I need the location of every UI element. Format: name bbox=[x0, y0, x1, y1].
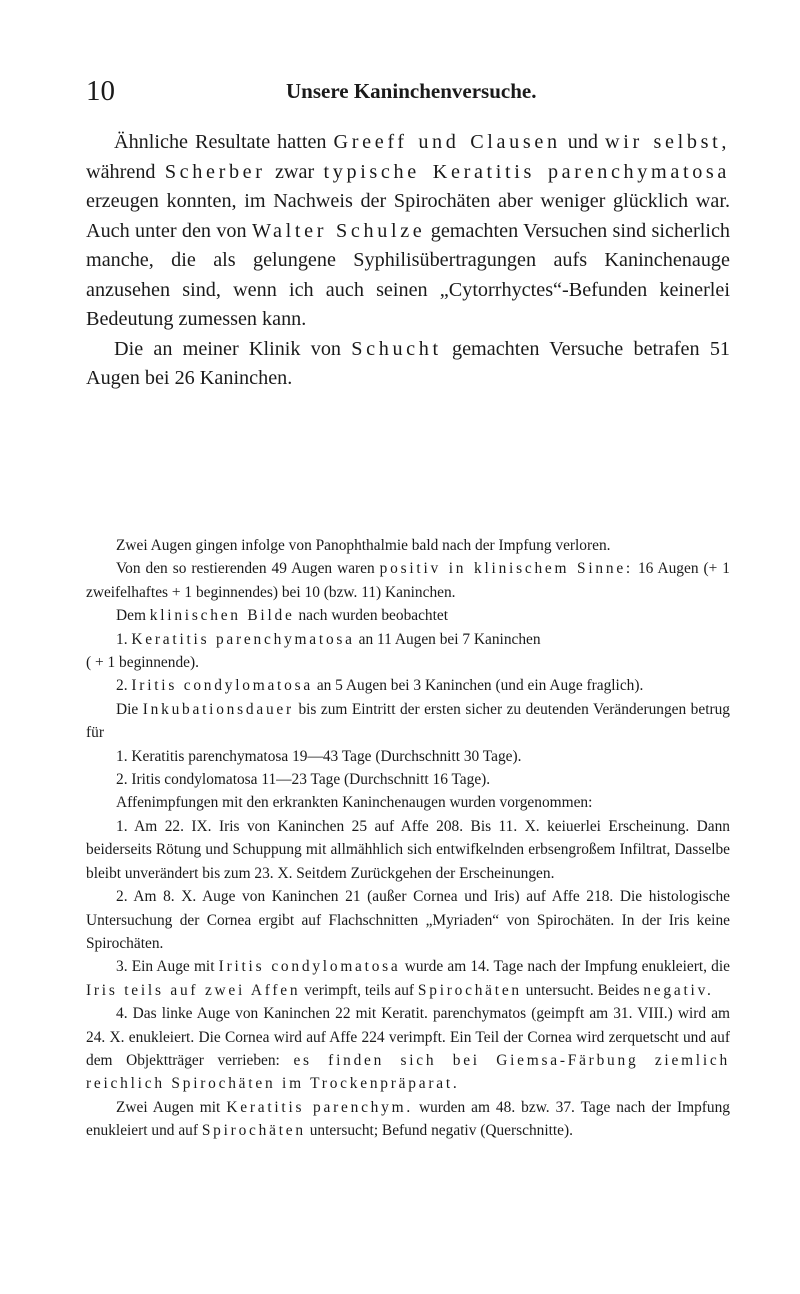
running-title: Unsere Kaninchenversuche. bbox=[286, 79, 537, 103]
paragraph-klinisches-bild: Dem klinischen Bilde nach wurden beobachtet bbox=[116, 607, 449, 625]
list-item-affe-218: 2. Am 8. X. Auge von Kaninchen 21 (außer Cornea und Iris) auf Affe 218. Die histologische Untersuchung der Cornea ergibt auf Flachschnitten „Myriaden“ von Spirochäten. In der Iris keine Spirochäten. bbox=[86, 888, 730, 952]
paragraph-klinik: Die an meiner Klinik von Schucht gemachten Versuche betrafen 51 Augen bei 26 Kaninchen. bbox=[86, 337, 731, 389]
author-walter-schulze: Walter Schulze bbox=[251, 219, 426, 242]
list-item-iritis: 2. Iritis condylomatosa an 5 Augen bei 3 Kaninchen (und ein Auge fraglich). bbox=[116, 677, 644, 695]
author-scherber: Scherber bbox=[164, 160, 266, 183]
list-item-iritis-enukleiert: 3. Ein Auge mit Iritis condylomatosa wurde am 14. Tage nach der Impfung enukleiert, die Iris teils auf zwei Affen verimpft, teils auf Spirochäten untersucht. Beides negativ. bbox=[86, 958, 730, 999]
list-item-incubation-iritis: 2. Iritis condylomatosa 11—23 Tage (Durchschnitt 16 Tage). bbox=[116, 771, 491, 789]
list-item-incubation-keratitis: 1. Keratitis parenchymatosa 19—43 Tage (Durchschnitt 30 Tage). bbox=[116, 747, 522, 765]
page-header bbox=[86, 74, 726, 108]
paragraph-positiv: Von den so restierenden 49 Augen waren positiv in klinischem Sinne: 16 Augen (+ 1 zweifelhaftes + 1 beginnendes) bei 10 (bzw. 11) Kaninchen. bbox=[86, 560, 730, 601]
paragraph-querschnitte: Zwei Augen mit Keratitis parenchym. wurden am 48. bzw. 37. Tage nach der Impfung enukleiert und auf Spirochäten untersucht; Befund negativ (Querschnitte). bbox=[86, 1098, 730, 1140]
main-text bbox=[86, 128, 730, 394]
author-greeff-clausen: Greeff und Clausen bbox=[333, 131, 561, 153]
list-item-keratitis-cont: ( + 1 beginnende). bbox=[86, 654, 199, 672]
author-schucht: Schucht bbox=[351, 337, 442, 360]
list-item-affe-224: 4. Das linke Auge von Kaninchen 22 mit Keratit. parenchymatos (geimpft am 31. VIII.) wird am 24. X. enukleiert. Die Cornea wird auf Affe 224 verimpft. Ein Teil der Cornea wird zerquetscht und auf dem Objektträger verrieben: es finden sich bei Giemsa-Färbung ziemlich reichlich Spirochäten im Trockenpräparat. bbox=[86, 1005, 730, 1093]
page-number: 10 bbox=[86, 75, 115, 107]
list-item-affe-208: 1. Am 22. IX. Iris von Kaninchen 25 auf Affe 208. Bis 11. X. keiuerlei Erscheinung. Dann beiderseits Rötung und Schuppung mit allmähhlich sich entwifkelnden erbsengroßem Infiltrat, Dasselbe bleibt unverändert bis zum 23. X. Seitdem Zurückgehen der Erscheinungen. bbox=[86, 817, 730, 882]
small-print-section bbox=[86, 534, 730, 1143]
term-keratitis: typische Keratitis parenchymatosa bbox=[323, 160, 731, 183]
paragraph-panophthalmie: Zwei Augen gingen infolge von Panophthalmie bald nach der Impfung verloren. bbox=[116, 537, 611, 554]
paragraph-affenimpfungen: Affenimpfungen mit den erkrankten Kaninchenaugen wurden vorgenommen: bbox=[116, 794, 593, 812]
paragraph-inkubationsdauer: Die Inkubationsdauer bis zum Eintritt der ersten sicher zu deutenden Veränderungen betrug für bbox=[86, 700, 730, 742]
list-item-keratitis: 1. Keratitis parenchymatosa an 11 Augen bei 7 Kaninchen bbox=[116, 630, 541, 648]
paragraph-resultate: Ähnliche Resultate hatten Greeff und Clausen und wir selbst, während Scherber zwar typische Keratitis parenchymatosa erzeugen konnten, im Nachweis der Spirochäten aber weniger glücklich war. Auch unter den von Walter Schulze gemachten Versuchen sind sicherlich manche, die als gelungene Syphilisübertragungen aufs Kaninchenauge anzusehen sind, wenn ich auch seinen „Cytorrhyctes“-Befunden keinerlei Bedeutung zumessen kann. bbox=[86, 131, 731, 330]
